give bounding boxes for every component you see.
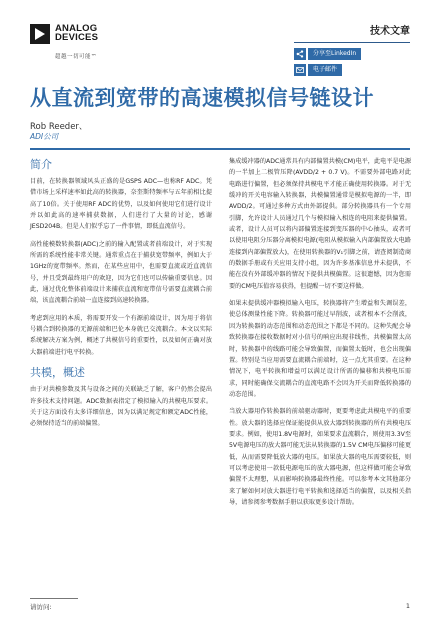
section-heading-overview: 共模，概述 <box>30 366 85 380</box>
page-title: 从直流到宽带的高速模拟信号链设计 <box>30 86 374 110</box>
email-icon <box>294 64 306 76</box>
section-heading-intro: 简介 <box>30 158 52 171</box>
right-paragraph-3: 当放大器用作转换器的前端驱动器时，更要考虑此共模电平的重要性。放大器的选择应保证能提供从放大器到转换器的所有共模电压要求。例如，使用1.8V电源时，如果要求直流耦合，则使用3.3V至5V电源电压的放大器可能无法从转换器的1.5V CM电压偏移可能更低，从而需要降低放大器的电压。如果放大器的电压需要较低，则可以考虑使用一款低电源电压的放大器电源，但这样做可能会导致偏置不太理想，从而影响转换器最终性能。可以参考本文其他部分来了解如何对放大器进行电平转换和选择适当的偏置，以及相关指导，请参阅参考数据手册以获取更多设计帮助。 <box>229 408 411 506</box>
intro-paragraph-3: 考虑到应用的本质，将需要开发一个有源前端设计，因为用于将信号耦合到转换器的无源前端和巴伦本身就已交流耦合。本文以实际系统解决方案为例，概述了共模信号的重要性，以及如何正确对放大器前端进行电平转换。 <box>30 314 212 356</box>
right-paragraph-1: 集成缓冲器的ADC通常具有内部偏置共模(CM)电平，此电平是电源的一半加上二极管压降(AVDD/2 + 0.7 V)。不需要外部电路对此电路进行偏置，但必须保持共模电平才能正确使用转换器。对于无缓冲的开关电容输入转换器，共模偏置通常是模拟电源的一半，即AVDD/2。可通过多种方式由外部提供。部分转换器具有一个专用引脚，允许设计人员通过几个与模拟输入相连的电阻来提供偏置。或者，设计人员可以将内部偏置连接到变压器的中心抽头，或者可以使用电阻分压器分离模拟电源(电阻从模拟输入内部偏置放大电路连接到内部偏置放大)，在使用转换器的V₁引脚之前，请查阅制造商的数据手册或有关应用支持小组，因为许多基准信息并未提供，不能在没有外部缓冲器的情况下提供共模偏置。这很遗憾，因为您需要的CM电压值容易获得，但提醒一切不要这样做。 <box>229 158 411 290</box>
footer-divider <box>30 598 78 599</box>
footer-visit-label: 请访问: <box>30 603 52 611</box>
overview-paragraph-1: 由于对共模参数及其与设备之间的关联缺乏了解，客户仍然会提出许多技术支持问题。ADC数据表指定了模拟输入的共模电压要求。关于这方面没有太多详细信息，因为以满足规定和额定ADC性能，必须保持适当的前端偏置。 <box>30 386 212 428</box>
page-number: 1 <box>405 602 410 610</box>
share-icon <box>294 48 306 60</box>
right-paragraph-2: 如果未提供缓冲器模拟输入电压，转换器将产生增益和失调误差，使总体测量性能下降。转换器可能过早削波，或者根本不会削波，因为转换器的动态范围和动态范围之下都是不同的。这种失配会导致转换器在接收数据时对小信号的响应出现非线性，共模偏置太高时，转换器中的线路可能会导致偏置，而偏置太低时，也会出现偏置。特别是当应用需要直流耦合前端时，这一点尤其重要。在这种情况下，电平转换和增益可以满足设计所需的偏移和共模电压需求，同时能确保交流耦合的直流电路不会因为开关而降低转换器的动态范围。 <box>229 300 411 398</box>
author-affiliation: ADI公司 <box>30 132 59 141</box>
left-column <box>30 156 212 436</box>
share-email-button[interactable] <box>294 64 342 76</box>
intro-paragraph-2: 高性能模数转换器(ADC)之前的输入配置或者前端设计，对于实现所需的系统性能非常关键。通常重点在于捕获宽带频率，例如大于1GHz的宽带频率。然而，在某些应用中，也需要直流或近直流信号，并且受到最终用户的欢迎，因为它们也可以传输重要信息。因此，通过优化整体前端设计来捕获直流和宽带信号需要直流耦合前端，该直流耦合前端一直连接到高速转换器。 <box>30 240 212 305</box>
share-linkedin-button[interactable] <box>294 48 361 60</box>
adi-logo-icon <box>30 24 50 44</box>
adi-logo[interactable] <box>30 24 98 44</box>
article-type: 技术文章 <box>370 26 410 37</box>
logo-tagline: 超越一切可能™ <box>55 54 98 60</box>
intro-paragraph-1: 目前，在转换器领域风头正盛的是GSPS ADC—也称RF ADC。凭借市场上采样速率如此高的转换器，奈奎斯特频率与五年前相比提高了10倍。关于使用RF ADC的优势，以及如何使用它们进行设计并以如此高的速率捕获数据，人们进行了大量的讨论，感谢JESD204B。但是人们似乎忘了一件事情，即低直流信号。 <box>30 178 212 231</box>
title-divider <box>30 148 410 150</box>
share-linkedin-label: 分享至LinkedIn <box>308 48 361 60</box>
header-divider <box>294 42 410 43</box>
author-name: Rob Reeder、 <box>30 122 88 132</box>
logo-line-1: ANALOG <box>55 23 98 34</box>
share-email-label: 电子邮件 <box>308 64 342 76</box>
logo-line-2: DEVICES <box>55 32 99 43</box>
right-column <box>229 156 411 514</box>
